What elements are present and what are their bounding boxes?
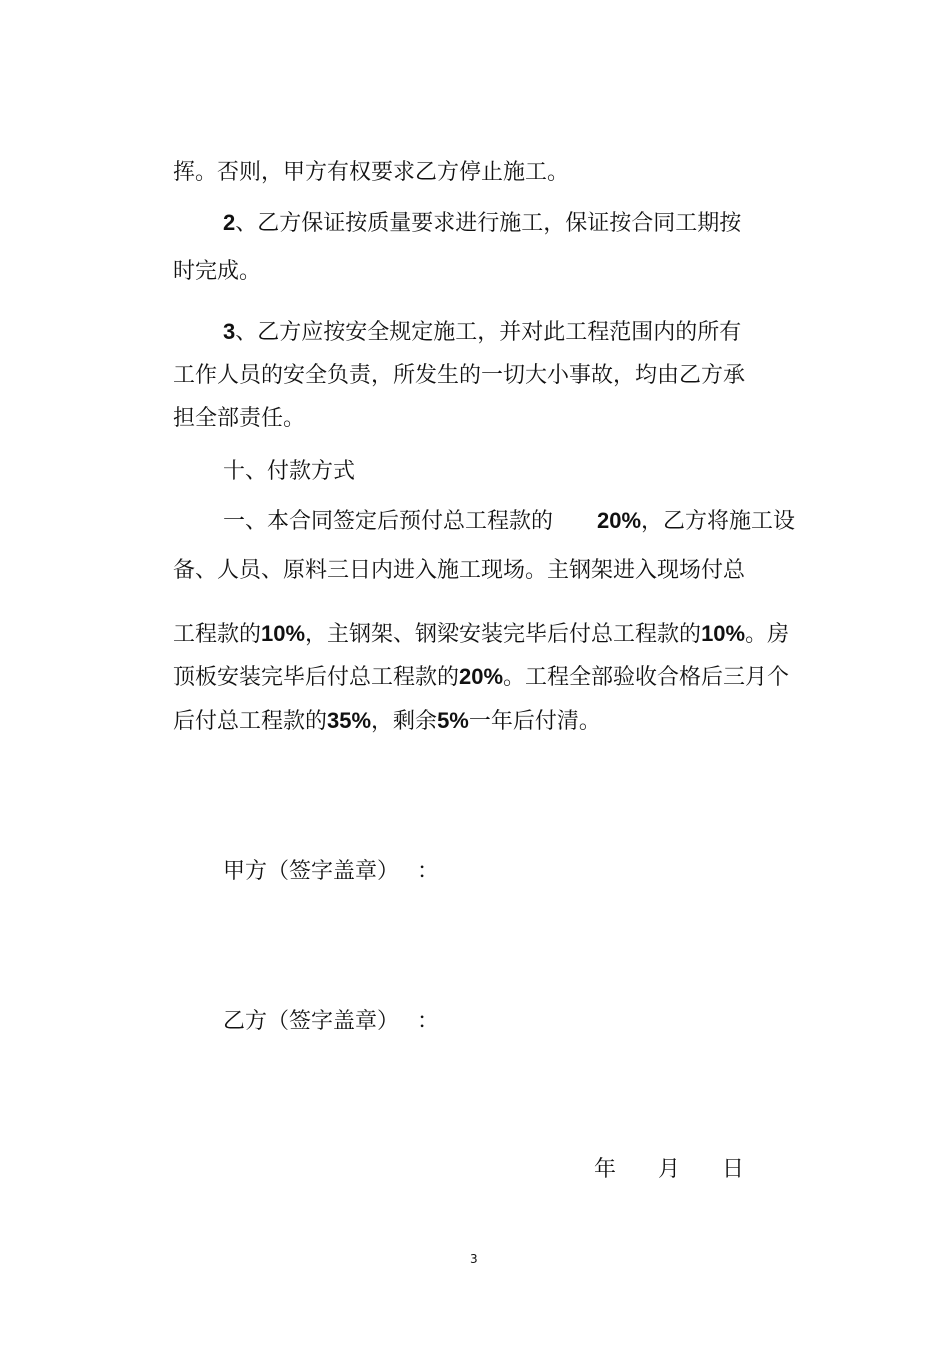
party-a-colon: ： xyxy=(417,859,440,884)
payment-percent-4: 20% xyxy=(459,664,504,689)
payment-text-3b: ，主钢架、钢梁安装完毕后付总工程款的 xyxy=(305,622,702,647)
party-a-signature-line xyxy=(195,827,439,917)
clause-3-text-2: 工作人员的安全负责，所发生的一切大小事故，均由乙方承 xyxy=(172,363,745,388)
payment-text-2: 备、人员、原料三日内进入施工现场。主钢架进入现场付总 xyxy=(172,558,745,583)
date-line xyxy=(566,1125,744,1215)
payment-text-5c: 一年后付清。 xyxy=(468,709,601,734)
payment-text-1a: 一、本合同签定后预付总工程款的 xyxy=(222,509,553,534)
clause-3-text-3: 担全部责任。 xyxy=(172,406,305,431)
party-b-signature-line xyxy=(195,977,439,1067)
date-day: 日 xyxy=(722,1157,745,1182)
section-title-text: 十、付款方式 xyxy=(222,459,355,484)
payment-percent-6: 5% xyxy=(437,708,469,733)
clause-2-text-2: 时完成。 xyxy=(172,259,261,284)
clause-2-text-1: 、乙方保证按质量要求进行施工，保证按合同工期按 xyxy=(235,211,742,236)
payment-percent-2: 10% xyxy=(261,621,306,646)
date-month: 月 xyxy=(658,1157,681,1182)
party-b-colon: ： xyxy=(417,1009,440,1034)
payment-text-4a: 顶板安装完毕后付总工程款的 xyxy=(172,665,459,690)
payment-line-5 xyxy=(145,676,601,767)
payment-text-5b: ，剩余 xyxy=(371,709,438,734)
clause-3-text-1: 、乙方应按安全规定施工，并对此工程范围内的所有 xyxy=(235,320,742,345)
page-number: 3 xyxy=(470,1252,478,1266)
payment-percent-3: 10% xyxy=(701,621,746,646)
party-a-label: 甲方（签字盖章） xyxy=(222,859,399,884)
payment-text-5a: 后付总工程款的 xyxy=(172,709,327,734)
payment-text-3c: 。房 xyxy=(745,622,790,647)
payment-percent-1: 20% xyxy=(597,508,642,533)
payment-text-3a: 工程款的 xyxy=(172,622,261,647)
payment-percent-5: 35% xyxy=(327,708,372,733)
clause-continuation-text: 挥。否则，甲方有权要求乙方停止施工。 xyxy=(172,160,569,185)
payment-text-1b: ，乙方将施工设 xyxy=(641,509,796,534)
party-b-label: 乙方（签字盖章） xyxy=(222,1009,399,1034)
date-year: 年 xyxy=(593,1157,616,1182)
clause-2-number: 2 xyxy=(222,210,236,235)
payment-text-4b: 。工程全部验收合格后三月个 xyxy=(503,665,790,690)
clause-3-number: 3 xyxy=(222,319,236,344)
clause-2-line-1 xyxy=(195,178,741,269)
